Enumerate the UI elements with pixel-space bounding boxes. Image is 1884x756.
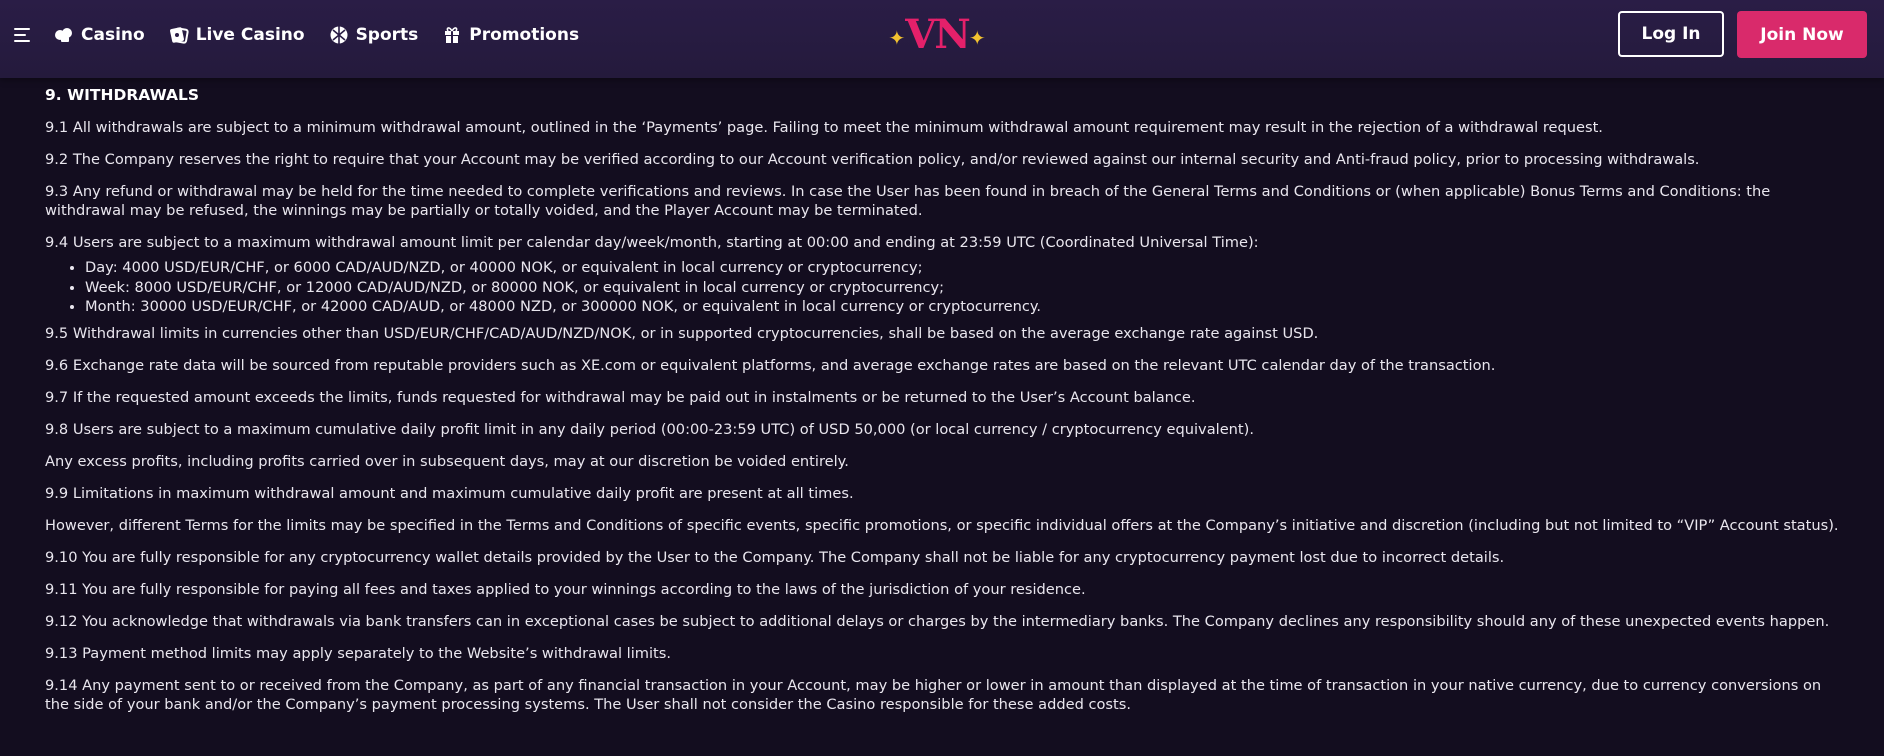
nav-live-casino[interactable] [169, 25, 305, 45]
paragraph-9-11: 9.11 You are fully responsible for paying all fees and taxes applied to your winnings according to the laws of the jurisdiction of your residence. [45, 580, 1086, 598]
star-icon: ✦ [888, 26, 906, 50]
login-button[interactable]: Log In [1618, 11, 1724, 57]
section-title: 9. WITHDRAWALS [45, 86, 200, 104]
site-logo[interactable] [888, 11, 986, 58]
paragraph-9-1: 9.1 All withdrawals are subject to a minimum withdrawal amount, outlined in the ‘Payments’ page. Failing to meet the minimum withdrawal amount requirement may result in the rejection of a withdrawal request. [45, 119, 1603, 136]
gift-icon [442, 25, 462, 45]
nav-promotions[interactable] [442, 25, 579, 45]
top-navigation-bar [0, 0, 1884, 78]
list-item: • Day: 4000 USD/EUR/CHF, or 6000 CAD/AUD/NZD, or 40000 NOK, or equivalent in local currency or cryptocurrency; [85, 258, 1845, 278]
paragraph-9-10: 9.10 You are fully responsible for any cryptocurrency wallet details provided by the User to the Company. The Company shall not be liable for any cryptocurrency payment lost due to incorrect details. [45, 548, 1505, 566]
cards-icon [54, 25, 74, 45]
paragraph-9-8-excess: Any excess profits, including profits carried over in subsequent days, may at our discretion be voided entirely. [45, 452, 849, 470]
paragraph-9-14: 9.14 Any payment sent to or received from the Company, as part of any financial transaction in your Account, may be higher or lower in amount than displayed at the time of transaction in your native currency, due to currency conversions on the side of your bank and/or the Company’s payment processing systems. The User shall not consider the Casino responsible for these added costs. [45, 676, 1822, 713]
star-icon: ✦ [968, 26, 986, 50]
nav-casino-label: Casino [81, 25, 145, 45]
terms-content [45, 78, 1845, 727]
paragraph-9-4: 9.4 Users are subject to a maximum withdrawal amount limit per calendar day/week/month, starting at 00:00 and ending at 23:59 UTC (Coordinated Universal Time): [45, 234, 1259, 251]
chip-icon [169, 25, 189, 45]
nav-casino[interactable] [54, 25, 145, 45]
paragraph-9-13: 9.13 Payment method limits may apply separately to the Website’s withdrawal limits. [45, 644, 672, 662]
main-nav [54, 0, 603, 70]
paragraph-9-9: 9.9 Limitations in maximum withdrawal amount and maximum cumulative daily profit are present at all times. [45, 484, 854, 502]
paragraph-9-2: 9.2 The Company reserves the right to require that your Account may be verified according to our Account verification policy, and/or reviewed against our internal security and Anti-fraud policy, prior to processing withdrawals. [45, 151, 1700, 168]
join-now-button[interactable]: Join Now [1737, 11, 1867, 58]
list-item: • Week: 8000 USD/EUR/CHF, or 12000 CAD/AUD/NZD, or 80000 NOK, or equivalent in local currency or cryptocurrency; [85, 278, 1845, 298]
paragraph-9-5: 9.5 Withdrawal limits in currencies other than USD/EUR/CHF/CAD/AUD/NZD/NOK, or in supported cryptocurrencies, shall be based on the average exchange rate against USD. [45, 324, 1319, 342]
logo-text: VN [905, 11, 969, 58]
nav-live-casino-label: Live Casino [195, 25, 305, 45]
ball-icon [329, 25, 349, 45]
list-item: • Month: 30000 USD/EUR/CHF, or 42000 CAD/AUD, or 48000 NZD, or 300000 NOK, or equivalent in local currency or cryptocurrency. [85, 297, 1845, 317]
paragraph-9-7: 9.7 If the requested amount exceeds the limits, funds requested for withdrawal may be paid out in instalments or be returned to the User’s Account balance. [45, 388, 1196, 406]
menu-icon[interactable] [14, 28, 30, 42]
nav-sports-label: Sports [355, 25, 419, 45]
paragraph-9-6: 9.6 Exchange rate data will be sourced from reputable providers such as XE.com or equivalent platforms, and average exchange rates are based on the relevant UTC calendar day of the transaction. [45, 356, 1496, 374]
paragraph-9-12: 9.12 You acknowledge that withdrawals via bank transfers can in exceptional cases be subject to additional delays or charges by the intermediary banks. The Company declines any responsibility should any of these unexpected events happen. [45, 612, 1830, 630]
paragraph-9-9-however: However, different Terms for the limits may be specified in the Terms and Conditions of specific events, specific promotions, or specific individual offers at the Company’s initiative and discretion (including but not limited to “VIP” Account status). [45, 516, 1839, 534]
withdrawal-limits-list [45, 258, 1845, 317]
paragraph-9-8: 9.8 Users are subject to a maximum cumulative daily profit limit in any daily period (00:00-23:59 UTC) of USD 50,000 (or local currency / cryptocurrency equivalent). [45, 420, 1254, 438]
paragraph-9-3: 9.3 Any refund or withdrawal may be held for the time needed to complete verifications and reviews. In case the User has been found in breach of the General Terms and Conditions or (when applicable) Bonus Terms and Conditions: the withdrawal may be refused, the winnings may be partially or totally voided, and the Player Account may be terminated. [45, 183, 1771, 219]
nav-sports[interactable] [329, 25, 419, 45]
nav-promotions-label: Promotions [469, 25, 580, 45]
